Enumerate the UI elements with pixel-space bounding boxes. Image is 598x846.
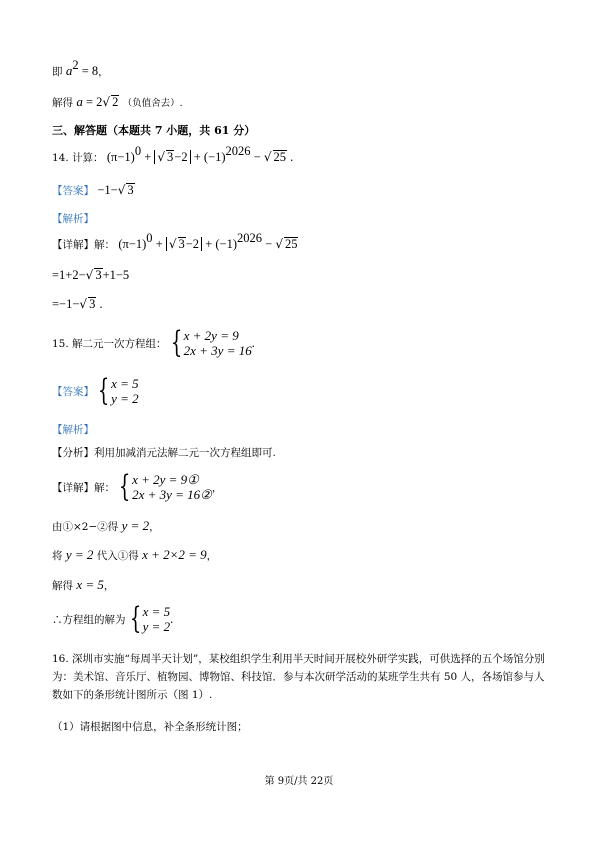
q15-label: 15. 解二元一次方程组： [52,337,167,350]
fenxi-text: 利用加减消元法解二元一次方程组即可. [94,447,276,459]
q15-detail-eq1: x + 2y = 9① [132,472,199,487]
detail-prefix: 解： [94,481,115,494]
q15-answer: 【答案】 { x = 5 y = 2 [52,373,139,408]
answer-tag: 【答案】 [52,185,94,197]
q15-detail: 【详解】 解： { x + 2y = 9① 2x + 3y = 16② ， [52,469,223,504]
step2-prefix: 将 [52,550,63,562]
q14-detail-line: 【详解】解： $(\pi-1)^0$ + √ $3-2 + (-1)^{2026}$ − √ 25 [52,231,298,251]
step2-mid: 代入①得 [96,550,139,562]
q14-label: 14. 计算： [52,152,104,164]
text-ji: 即 [52,66,63,78]
q14-step1: =1+2−√ 3+1−5 [52,268,130,282]
q15-conclusion: ∴方程组的解为 { x = 5 y = 2 . [52,601,174,636]
q15-ans-x: x = 5 [111,376,139,391]
q16-sub1: （1）请根据图中信息，补全条形统计图； [52,721,248,733]
comma: ， [98,66,109,78]
step1-prefix: 由①×2−②得 [52,521,119,533]
question-14: 14. 计算： $(\pi-1)^0$ + √ $3-2 + (-1)^{2026}$ − √ 25 . [52,144,294,164]
conclusion-y: y = 2 [142,619,171,634]
q15-ans-y: y = 2 [111,391,139,406]
line-a-squared: 即 $a^2 = 8$， [52,58,109,78]
note-negative-discard: （负值舍去）. [122,98,183,109]
detail-prefix: 解： [94,239,115,251]
step3-prefix: 解得 [52,580,73,592]
question-16: 16. 深圳市实施“每周半天计划”，某校组织学生利用半天时间开展校外研学实践，可供选择的五个场馆分别为：美术馆、音乐厅、植物园、博物馆、科技馆．参与本次研学活动的某班学生共有 50 人，各场馆参与人数如下的条形统计图所示（图 1）. [52,653,545,701]
analysis-tag: 【解析】 [52,213,94,225]
conclusion-x: x = 5 [142,604,171,619]
detail-tag: 【详解】 [52,481,94,494]
q15-step3: 解得 x = 5， [52,577,115,592]
q15-fenxi [52,446,276,460]
question-15: 15. 解二元一次方程组： { x + 2y = 9 2x + 3y = 16 . [52,325,255,360]
page-footer: 第 9页/共 22页 [264,776,334,787]
q15-step1: 由①×2−②得 y = 2， [52,518,160,533]
q15-detail-eq2: 2x + 3y = 16② [132,487,212,502]
line-a-solution: 解得 a = 2√ 2 （负值舍去）. [52,94,183,109]
q14-step2: =−1−√ 3 . [52,297,103,311]
step1-eq: y = 2 [121,518,150,533]
q14-answer-line: 【答案】 −1−√ 3 [52,183,134,197]
fenxi-tag: 【分析】 [52,447,94,459]
answer-tag: 【答案】 [52,385,94,398]
q15-step2: 将 y = 2 代入①得 x + 2×2 = 9， [52,547,218,562]
analysis-tag-2: 【解析】 [52,424,94,436]
detail-tag: 【详解】 [52,239,94,251]
q15-eq2: 2x + 3y = 16 [183,343,252,358]
text-jiede: 解得 [52,97,73,109]
step3-eq: x = 5 [76,577,104,592]
step2-eq2: x + 2×2 = 9 [142,547,207,562]
conclusion-prefix: ∴方程组的解为 [52,613,126,626]
step2-eq1: y = 2 [65,547,94,562]
section-heading: 三、解答题（本题共 7 小题，共 61 分） [52,124,256,137]
q15-eq1: x + 2y = 9 [183,328,239,343]
